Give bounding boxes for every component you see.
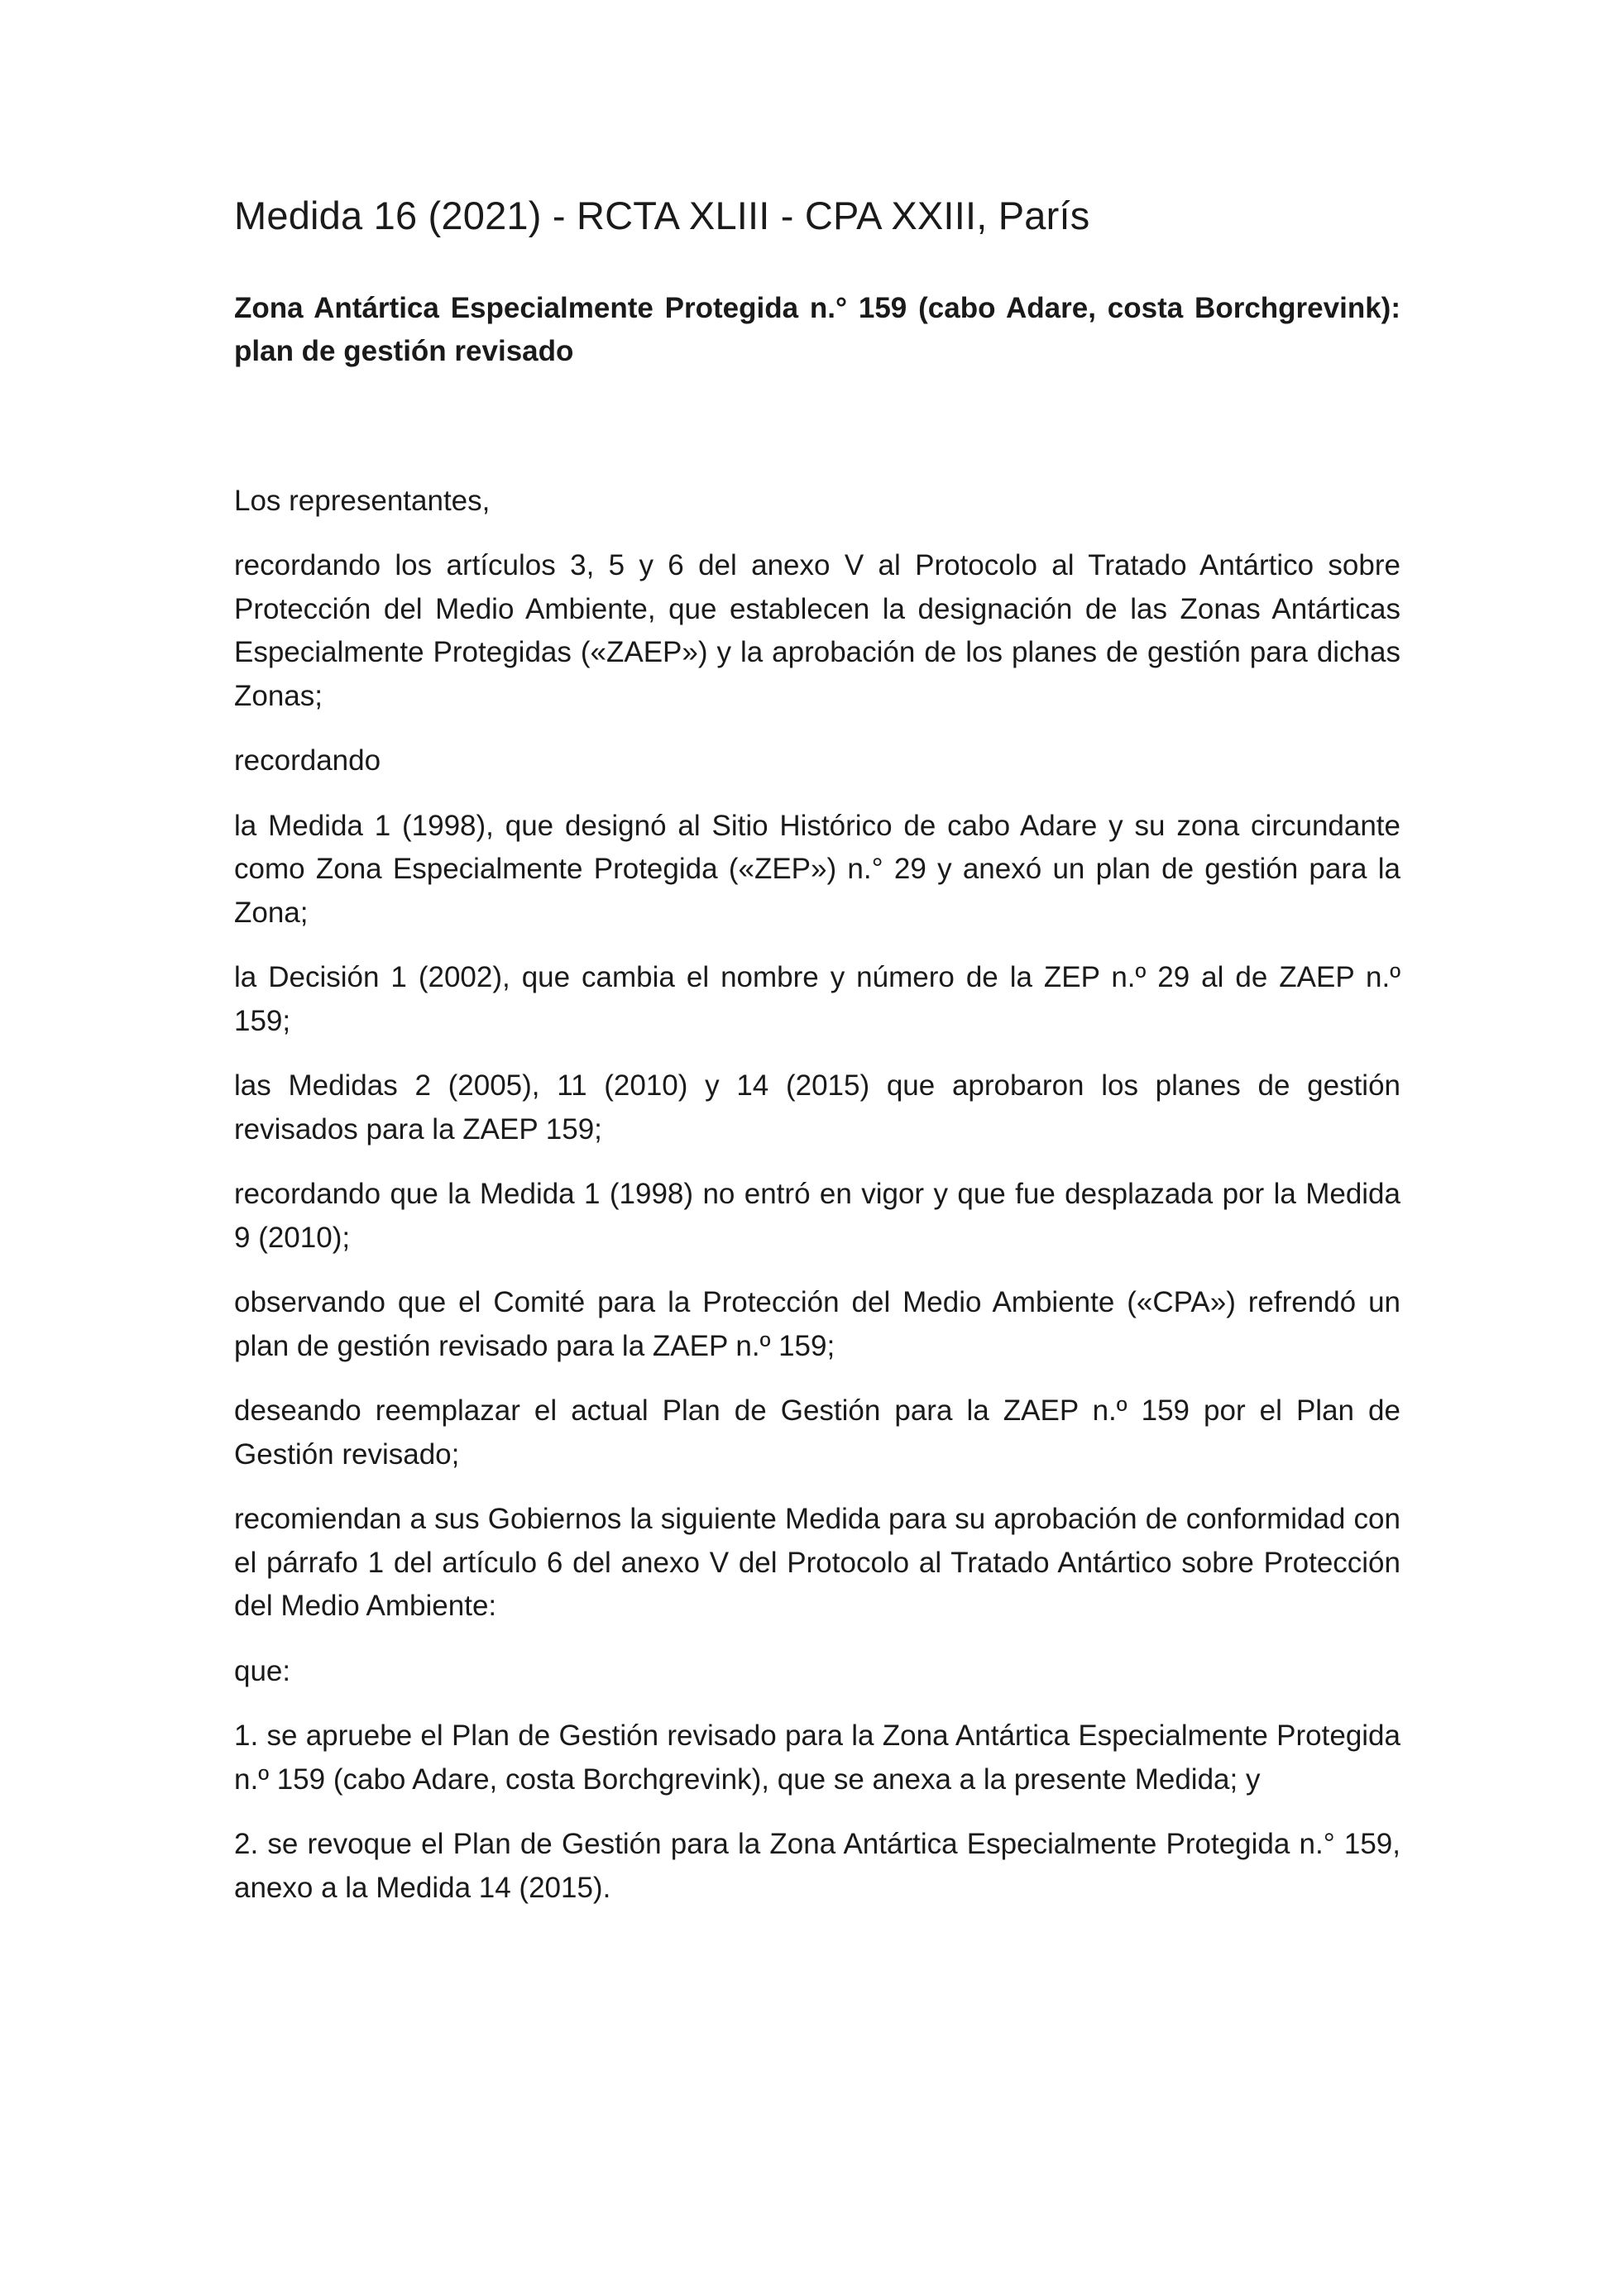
paragraph: 2. se revoque el Plan de Gestión para la Zona Antártica Especialmente Protegida n.° 159, anexo a la Medida 14 (2015). (234, 1828, 1400, 1904)
paragraph: que: (234, 1654, 291, 1687)
document-body (234, 480, 1400, 1911)
document-title: Medida 16 (2021) - RCTA XLIII - CPA XXIII, París (234, 194, 1090, 237)
paragraph: Los representantes, (234, 484, 491, 517)
paragraph: recordando los artículos 3, 5 y 6 del anexo V al Protocolo al Tratado Antártico sobre Protección del Medio Ambiente, que establecen la designación de las Zonas Antárticas Especialmente Protegidas («ZAEP») y la aprobación de los planes de gestión para dichas Zonas; (234, 549, 1400, 712)
paragraph: recordando que la Medida 1 (1998) no entró en vigor y que fue desplazada por la Medida 9 (2010); (234, 1178, 1400, 1254)
paragraph: recomiendan a sus Gobiernos la siguiente Medida para su aprobación de conformidad con el párrafo 1 del artículo 6 del anexo V del Protocolo al Tratado Antártico sobre Protección del Medio Ambiente: (234, 1503, 1400, 1623)
paragraph: 1. se apruebe el Plan de Gestión revisado para la Zona Antártica Especialmente Protegida n.º 159 (cabo Adare, costa Borchgrevink), que se anexa a la presente Medida; y (234, 1720, 1400, 1796)
paragraph: recordando (234, 744, 381, 777)
paragraph: deseando reemplazar el actual Plan de Gestión para la ZAEP n.º 159 por el Plan de Gestión revisado; (234, 1394, 1400, 1471)
paragraph: la Medida 1 (1998), que designó al Sitio Histórico de cabo Adare y su zona circundante como Zona Especialmente Protegida («ZEP») n.° 29 y anexó un plan de gestión para la Zona; (234, 809, 1400, 929)
paragraph: observando que el Comité para la Protección del Medio Ambiente («CPA») refrendó un plan de gestión revisado para la ZAEP n.º 159; (234, 1286, 1400, 1362)
paragraph: la Decisión 1 (2002), que cambia el nombre y número de la ZEP n.º 29 al de ZAEP n.º 159; (234, 961, 1400, 1037)
document-page (234, 192, 1400, 1931)
paragraph: las Medidas 2 (2005), 11 (2010) y 14 (2015) que aprobaron los planes de gestión revisados para la ZAEP 159; (234, 1069, 1400, 1146)
document-subtitle: Zona Antártica Especialmente Protegida n.° 159 (cabo Adare, costa Borchgrevink): plan de gestión revisado (234, 291, 1400, 368)
